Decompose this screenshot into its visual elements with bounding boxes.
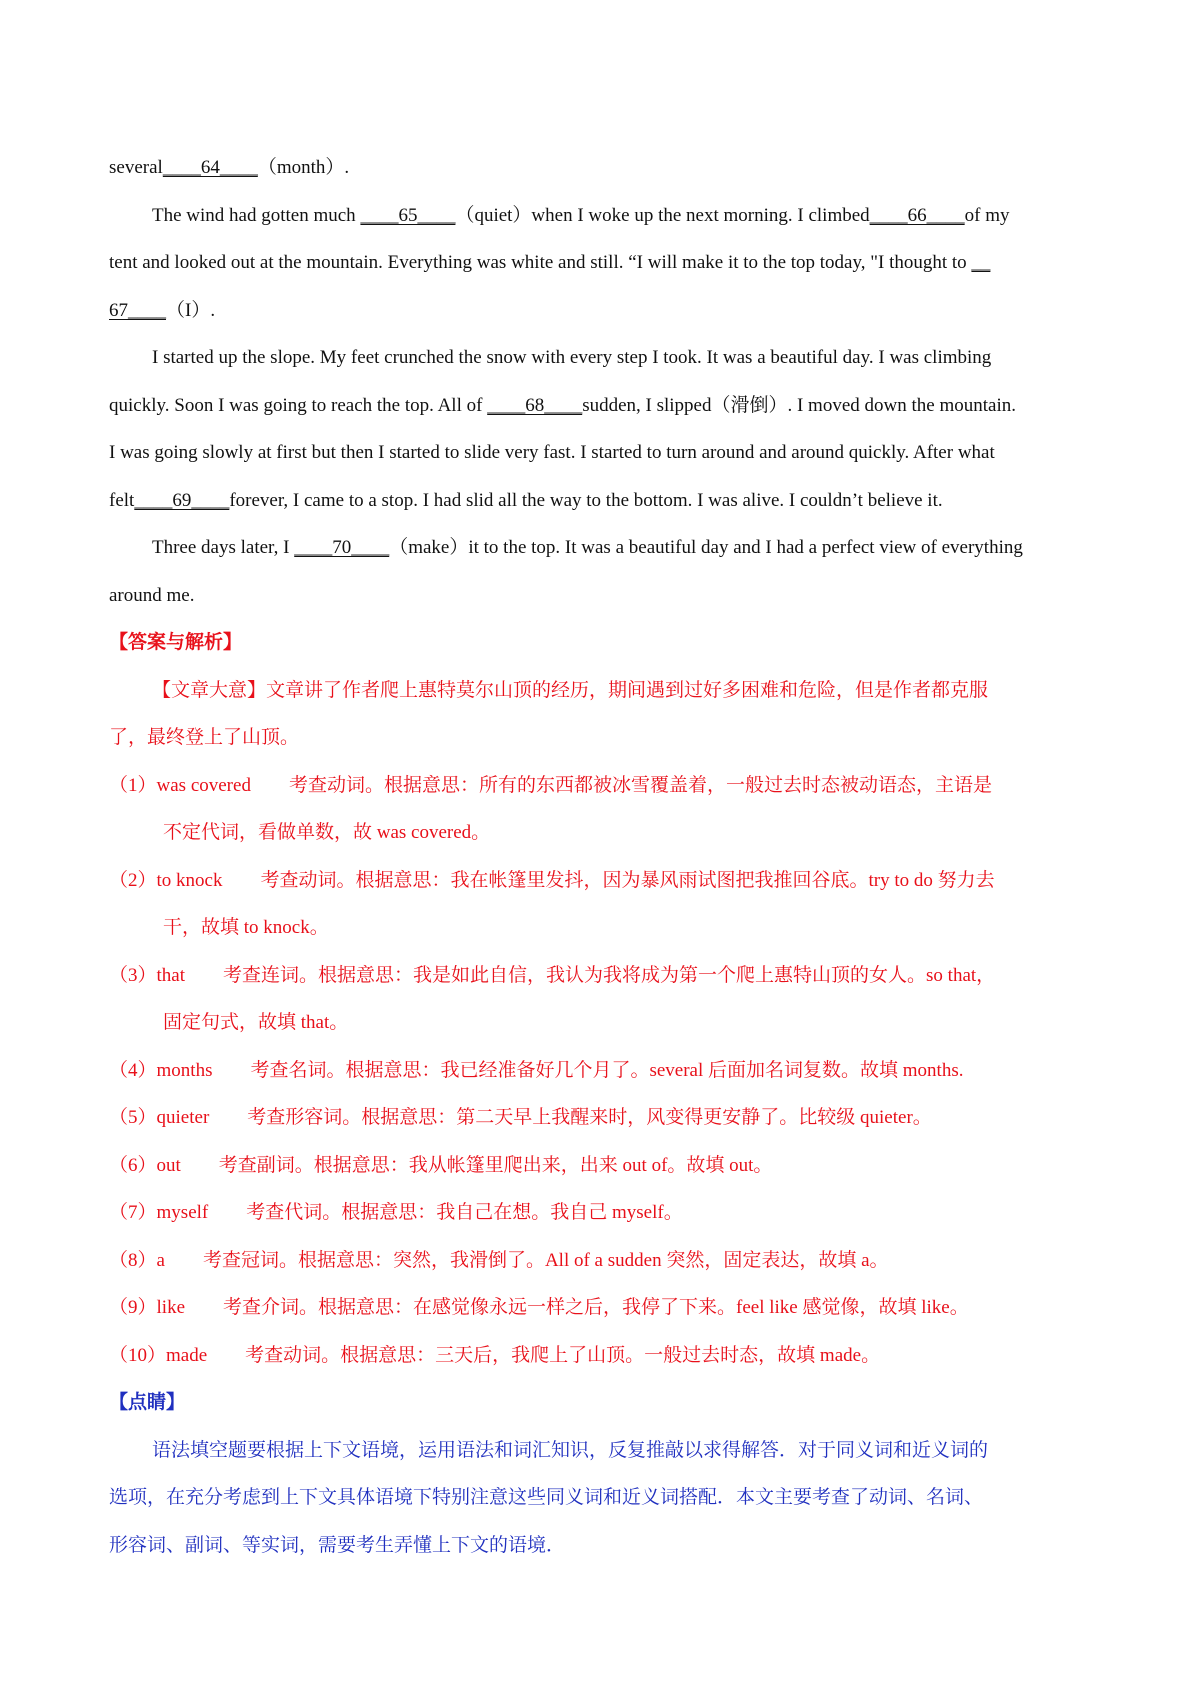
blank-70: ____70____ bbox=[294, 537, 390, 558]
blank-67: 67____ bbox=[109, 299, 166, 321]
tip-line-3: 形容词、副词、等实词，需要考生弄懂上下文的语境． bbox=[109, 1534, 566, 1556]
passage-line-10: around me. bbox=[109, 584, 195, 606]
tip-line-1: 语法填空题要根据上下文语境，运用语法和词汇知识，反复推敲以求得解答．对于同义词和近义词的 bbox=[152, 1439, 989, 1461]
answer-6: （6）out 考查副词。根据意思：我从帐篷里爬出来，出来 out of。故填 out。 bbox=[109, 1154, 773, 1176]
answer-2: （2）to knock 考查动词。根据意思：我在帐篷里发抖，因为暴风雨试图把我推回谷底。try to do 努力去 bbox=[109, 869, 995, 891]
answer-1: （1）was covered 考查动词。根据意思：所有的东西都被冰雪覆盖着，一般过去时态被动语态，主语是 bbox=[109, 774, 992, 796]
blank-66: ____66____ bbox=[869, 204, 965, 226]
document-page bbox=[109, 144, 1099, 1569]
passage-line-9: Three days later, I ____70____（make）it to the top. It was a beautiful day and I had a perfect view of everything bbox=[152, 537, 1023, 558]
blank-65: ____65____ bbox=[360, 204, 456, 226]
answer-3: （3）that 考查连词。根据意思：我是如此自信，我认为我将成为第一个爬上惠特山顶的女人。so that， bbox=[109, 964, 996, 986]
passage-line-6: quickly. Soon I was going to reach the top. All of ____68____sudden, I slipped（滑倒）. I moved down the mountain. bbox=[109, 394, 1016, 416]
answer-2-cont: 干，故填 to knock。 bbox=[163, 917, 329, 938]
summary-line-2: 了，最终登上了山顶。 bbox=[109, 727, 300, 748]
passage-line-4: 67____（I）. bbox=[109, 299, 216, 321]
answer-4: （4）months 考查名词。根据意思：我已经准备好几个月了。several 后面加名词复数。故填 months. bbox=[109, 1059, 964, 1081]
blank-64: ____64____ bbox=[162, 157, 258, 178]
passage-line-5: I started up the slope. My feet crunched the snow with every step I took. It was a beautiful day. I was climbing bbox=[152, 347, 992, 368]
passage-line-7: I was going slowly at first but then I started to slide very fast. I started to turn around and around quickly. After what bbox=[109, 442, 995, 463]
answer-10: （10）made 考查动词。根据意思：三天后，我爬上了山顶。一般过去时态，故填 made。 bbox=[109, 1344, 881, 1366]
passage-line-2: The wind had gotten much ____65____（quiet）when I woke up the next morning. I climbed____66____of my bbox=[152, 204, 1010, 226]
passage-line-1: several____64____（month）. bbox=[109, 157, 350, 178]
answer-7: （7）myself 考查代词。根据意思：我自己在想。我自己 myself。 bbox=[109, 1202, 683, 1223]
answer-5: （5）quieter 考查形容词。根据意思：第二天早上我醒来时，风变得更安静了。比较级 quieter。 bbox=[109, 1107, 932, 1128]
passage-line-3: tent and looked out at the mountain. Everything was white and still. “I will make it to the top today, "I thought to __ bbox=[109, 252, 991, 273]
tip-line-2: 选项，在充分考虑到上下文具体语境下特别注意这些同义词和近义词搭配．本文主要考查了动词、名词、 bbox=[109, 1487, 984, 1508]
answers-heading: 【答案与解析】 bbox=[109, 632, 243, 653]
tip-heading: 【点睛】 bbox=[109, 1392, 186, 1413]
answer-8: （8）a 考查冠词。根据意思：突然，我滑倒了。All of a sudden 突然，固定表达，故填 a。 bbox=[109, 1249, 889, 1271]
answer-9: （9）like 考查介词。根据意思：在感觉像永远一样之后，我停了下来。feel like 感觉像，故填 like。 bbox=[109, 1297, 969, 1318]
answer-1-cont: 不定代词，看做单数，故 was covered。 bbox=[163, 822, 491, 843]
blank-69: ____69____ bbox=[134, 489, 230, 511]
blank-68: ____68____ bbox=[487, 394, 583, 416]
summary-line-1: 【文章大意】文章讲了作者爬上惠特莫尔山顶的经历，期间遇到过好多困难和危险，但是作者都克服 bbox=[152, 679, 989, 701]
answer-3-cont: 固定句式，故填 that。 bbox=[163, 1012, 349, 1033]
passage-line-8: felt____69____forever, I came to a stop. I had slid all the way to the bottom. I was alive. I couldn’t believe it. bbox=[109, 489, 943, 511]
